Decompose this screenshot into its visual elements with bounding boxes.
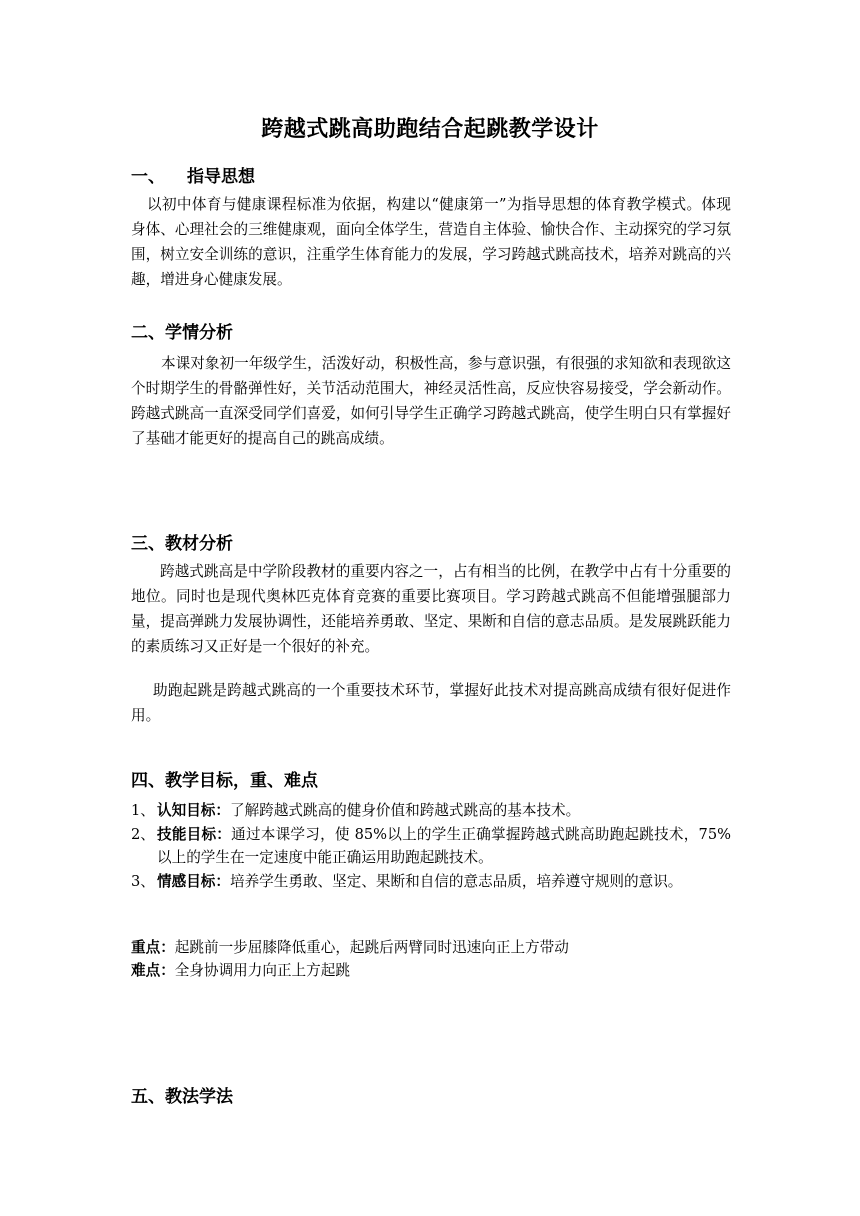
section-5-heading: 五、教法学法	[131, 1087, 233, 1107]
goal-number: 2、	[131, 825, 155, 843]
section-4-heading: 四、教学目标，重、难点	[131, 771, 318, 791]
section-1-paragraph: 以初中体育与健康课程标准为依据，构建以“健康第一”为指导思想的体育教学模式。体现身体、心理社会的三维健康观，面向全体学生，营造自主体验、愉快合作、主动探究的学习氛围，树立安全训练的意识，注重学生体育能力的发展，学习跨越式跳高技术，培养对跳高的兴趣，增进身心健康发展。	[131, 196, 731, 288]
key-point-line	[131, 936, 569, 959]
goal-item-skill	[131, 823, 731, 870]
section-1-heading	[131, 162, 255, 187]
difficulty-label: 难点：	[131, 962, 175, 979]
key-point-label: 重点：	[131, 939, 175, 956]
goal-label: 认知目标：	[157, 802, 230, 819]
section-2-heading: 二、学情分析	[131, 323, 233, 343]
difficulty-text: 全身协调用力向正上方起跳	[174, 962, 350, 979]
goal-item-cognitive	[131, 799, 731, 823]
document-title: 跨越式跳高助跑结合起跳教学设计	[261, 117, 599, 142]
section-3-paragraph-2: 助跑起跳是跨越式跳高的一个重要技术环节，掌握好此技术对提高跳高成绩有很好促进作用。	[131, 682, 731, 724]
section-2-paragraph: 本课对象初一年级学生，活泼好动，积极性高，参与意识强，有很强的求知欲和表现欲这个时期学生的骨骼弹性好，关节活动范围大，神经灵活性高，反应快容易接受，学会新动作。跨越式跳高一直深受同学们喜爱，如何引导学生正确学习跨越式跳高，使学生明白只有掌握好了基础才能更好的提高自己的跳高成绩。	[131, 355, 731, 447]
goals-list	[131, 799, 731, 893]
section-1-title: 指导思想	[187, 167, 255, 187]
goal-label: 情感目标：	[157, 872, 230, 890]
goal-text: 培养学生勇敢、坚定、果断和自信的意志品质，培养遵守规则的意识。	[229, 872, 683, 890]
goal-text: 了解跨越式跳高的健身价值和跨越式跳高的基本技术。	[229, 802, 581, 819]
difficulty-line	[131, 959, 350, 982]
goal-text: 通过本课学习，使 85%以上的学生正确掌握跨越式跳高助跑起跳技术，75%以上的学生在一定速度中能正确运用助跑起跳技术。	[157, 825, 731, 866]
goal-label: 技能目标：	[157, 825, 232, 843]
section-3-heading: 三、教材分析	[131, 534, 233, 554]
goal-number: 1、	[131, 802, 155, 819]
section-1-number: 一、	[131, 167, 165, 187]
goal-number: 3、	[131, 872, 155, 890]
section-3-paragraph-1: 跨越式跳高是中学阶段教材的重要内容之一，占有相当的比例，在教学中占有十分重要的地位。同时也是现代奥林匹克体育竞赛的重要比赛项目。学习跨越式跳高不但能增强腿部力量，提高弹跳力发展协调性，还能培养勇敢、坚定、果断和自信的意志品质。是发展跳跃能力的素质练习又正好是一个很好的补充。	[131, 563, 731, 655]
key-point-text: 起跳前一步屈膝降低重心，起跳后两臂同时迅速向正上方带动	[174, 939, 569, 956]
goal-item-affective	[131, 870, 731, 894]
